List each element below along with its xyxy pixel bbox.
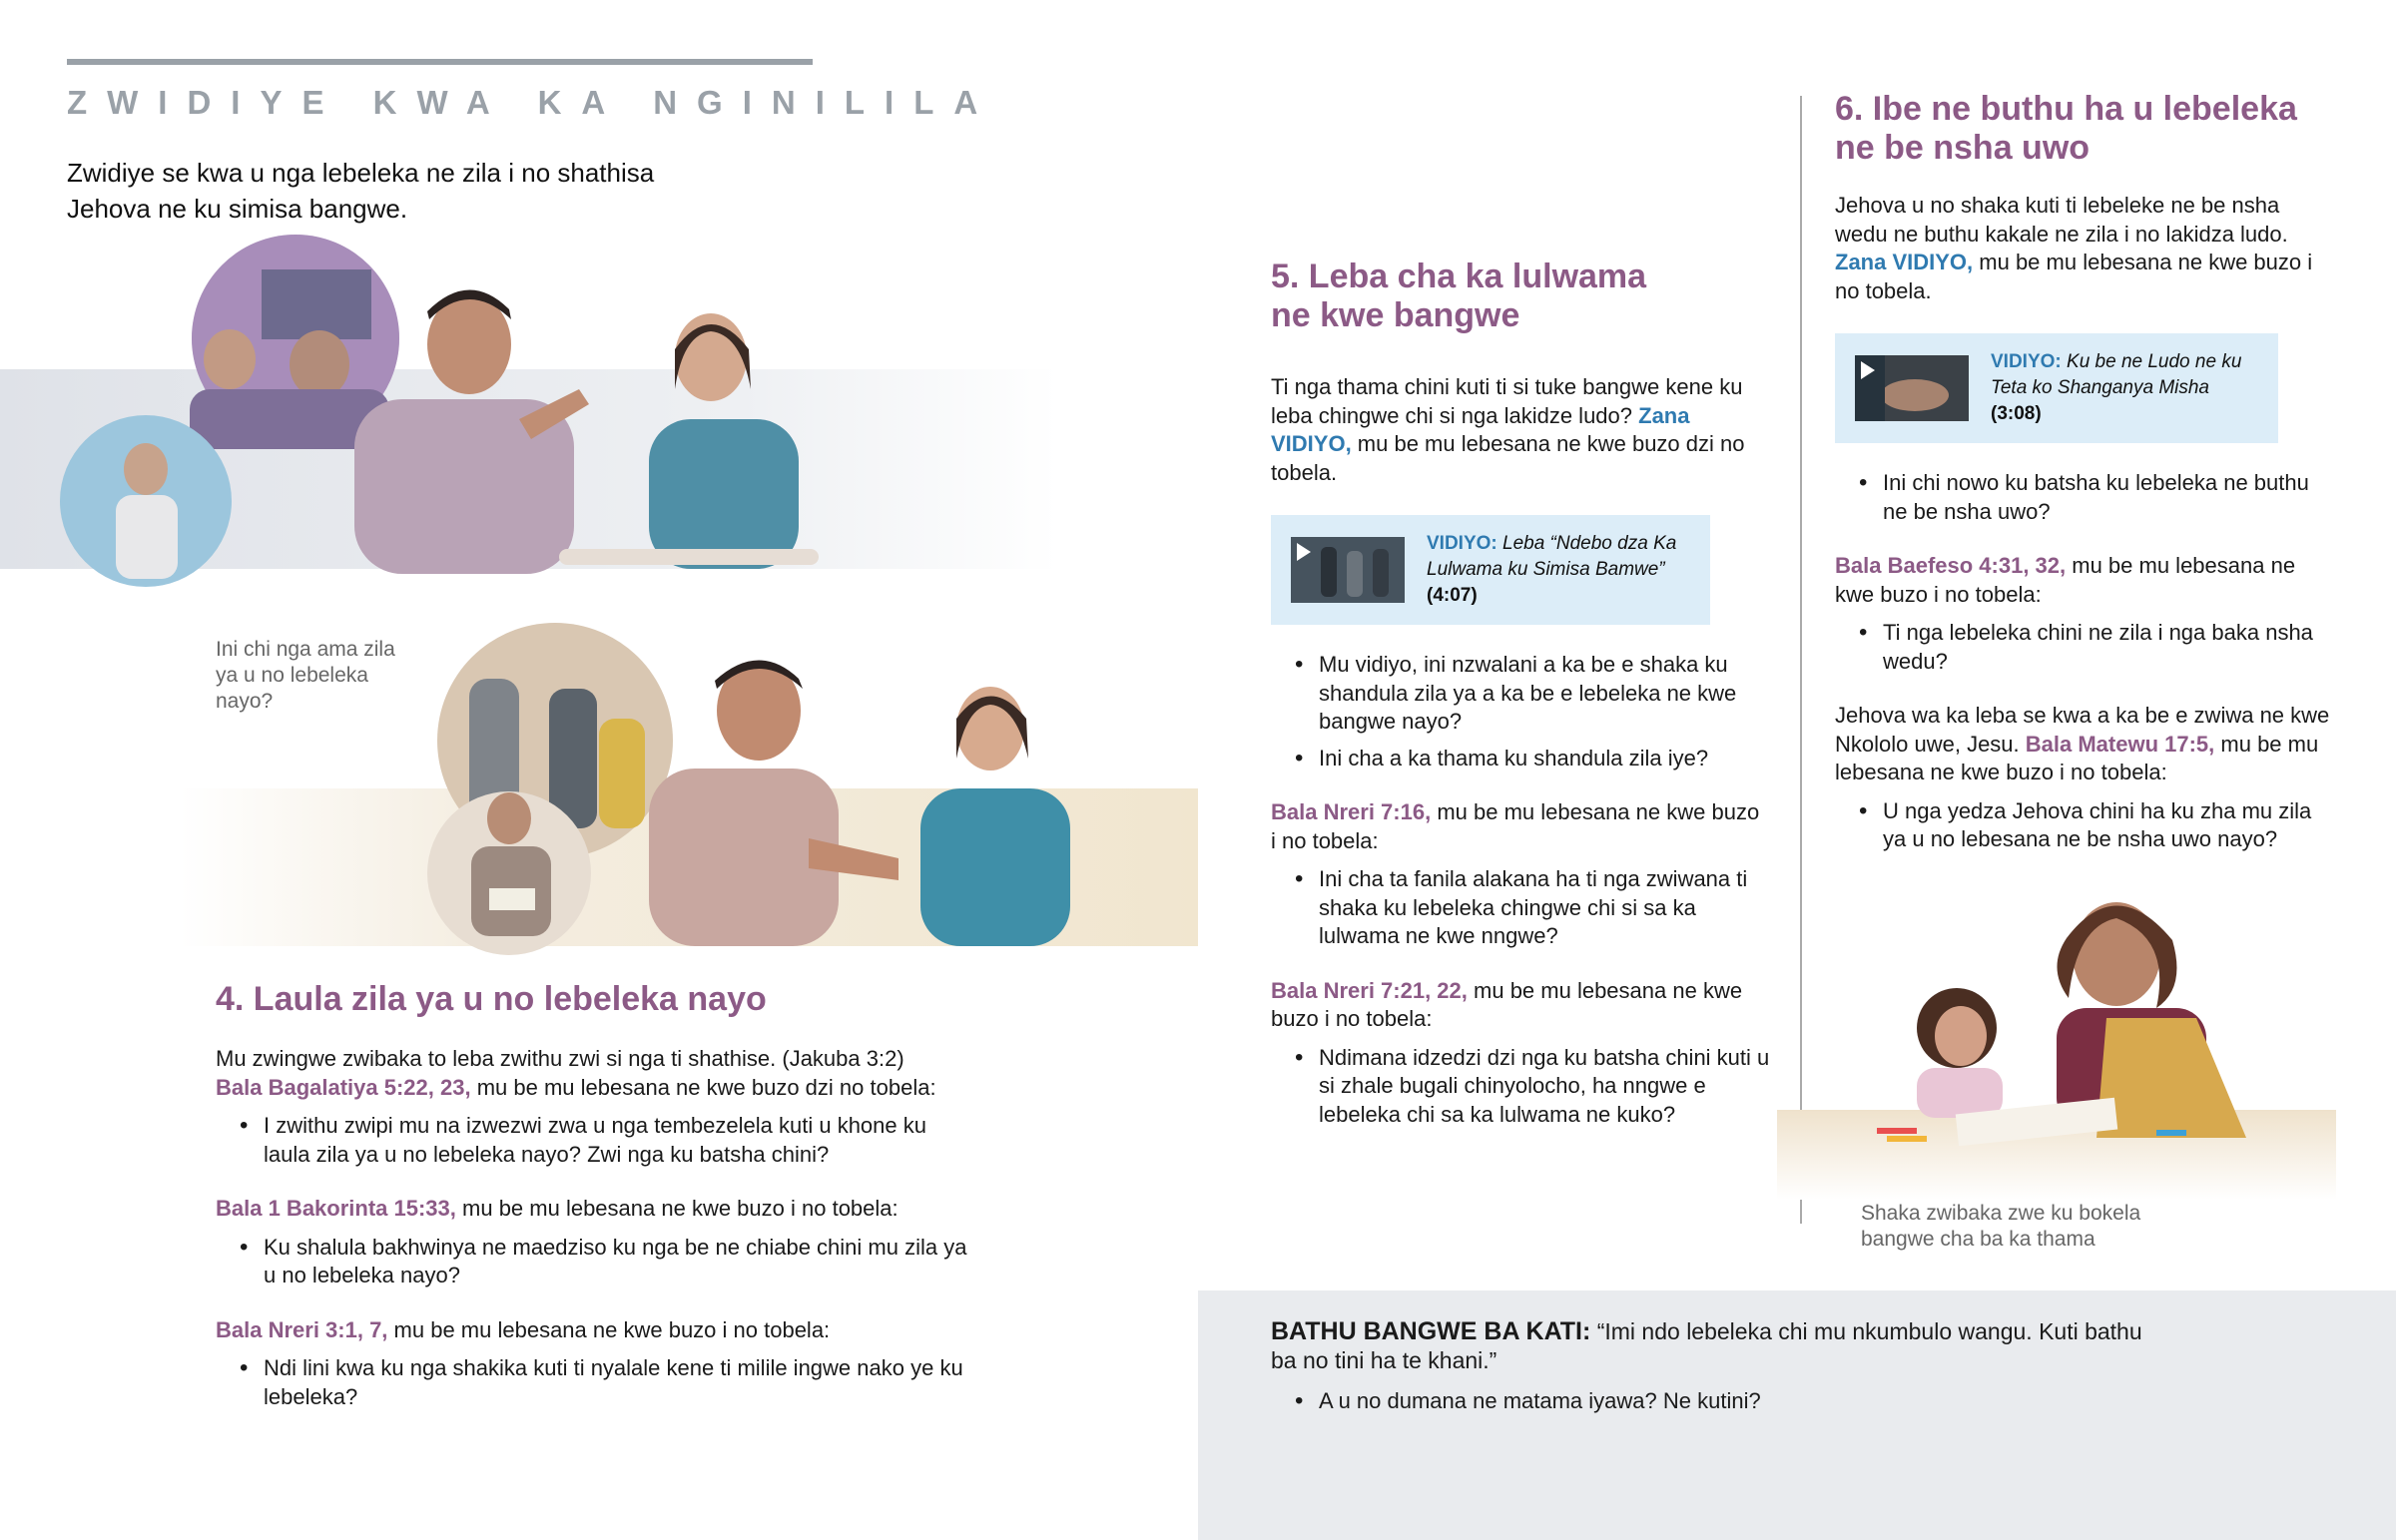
question-list xyxy=(216,1354,974,1411)
video-thumbnail[interactable] xyxy=(1291,537,1405,603)
intro-text: Zwidiye se kwa u nga lebeleka ne zila i no shathisa Jehova ne ku simisa bangwe. xyxy=(67,158,655,224)
section-5 xyxy=(1271,257,1770,1137)
section-4 xyxy=(216,980,974,1419)
question-item: • Ti nga lebeleka chini ne zila i nga baka nsha wedu? xyxy=(1883,619,2334,676)
question-list xyxy=(1835,469,2334,526)
section-5-paragraph-2: Bala Nreri 7:16, mu be mu lebesana ne kwe buzo i no tobela: xyxy=(1271,799,1760,853)
scripture-ref[interactable]: Bala Bagalatiya 5:22, 23, xyxy=(216,1074,471,1100)
question-list xyxy=(216,1234,974,1290)
section-4-paragraph-3: Bala Nreri 3:1, 7, mu be mu lebesana ne kwe buzo i no tobela: xyxy=(216,1316,831,1342)
question-item: • Ini chi nowo ku batsha ku lebeleka ne buthu ne be nsha uwo? xyxy=(1883,469,2334,526)
illustration-caption-2: Shaka zwibaka zwe ku bokela bangwe cha ba ka thama xyxy=(1861,1202,2141,1251)
video-thumbnail[interactable] xyxy=(1855,355,1969,421)
illustration-caption-1: Ini chi nga ama zila ya u no lebeleka nayo? xyxy=(216,638,395,713)
section-5-paragraph-1: Ti nga thama chini kuti ti si tuke bangwe kene ku leba chingwe chi si nga lakidze ludo? Zana VIDIYO, mu be mu lebesana ne kwe buzo dzi no tobela. xyxy=(1271,374,1745,485)
kind-conversation-illustration xyxy=(180,619,1198,948)
question-list xyxy=(1271,1387,2169,1416)
question-list xyxy=(1271,865,1770,951)
video-card[interactable] xyxy=(1271,515,1710,625)
scripture-ref[interactable]: Bala Baefeso 4:31, 32, xyxy=(1835,553,2067,578)
question-item: • A u no dumana ne matama iyawa? Ne kutini? xyxy=(1319,1387,2169,1416)
section-kicker: ZWIDIYE KWA KA NGINILILA xyxy=(67,84,998,121)
video-info: VIDIYO: Ku be ne Ludo ne ku Teta ko Shanganya Misha (3:08) xyxy=(1991,351,2242,424)
video-card[interactable] xyxy=(1835,333,2278,443)
question-item: • I zwithu zwipi mu na izwezwi zwa u nga tembezelela kuti u khone ku laula zila ya u no lebeleka nayo? Zwi nga ku batsha chini? xyxy=(264,1112,974,1169)
video-info: VIDIYO: Leba “Ndebo dza Ka Lulwama ku Simisa Bamwe” (4:07) xyxy=(1427,533,1677,606)
scripture-ref[interactable]: Bala Nreri 3:1, 7, xyxy=(216,1316,388,1342)
video-link[interactable]: Zana VIDIYO, xyxy=(1835,250,1974,274)
arguing-couple-illustration xyxy=(0,240,1058,579)
mother-child-illustration xyxy=(1777,878,2336,1208)
question-item: • Ku shalula bakhwinya ne maedziso ku nga be ne chiabe chini mu zila ya u no lebeleka nayo? xyxy=(264,1234,974,1290)
question-item: • Ndi lini kwa ku nga shakika kuti ti nyalale kene ti milile ingwe nako ye ku lebeleka? xyxy=(264,1354,974,1411)
section-6-paragraph-2: Bala Baefeso 4:31, 32, mu be mu lebesana ne kwe buzo i no tobela: xyxy=(1835,553,2296,607)
section-4-heading: 4. Laula zila ya u no lebeleka nayo xyxy=(216,980,767,1018)
callout-label: BATHU BANGWE BA KATI: xyxy=(1271,1317,1591,1345)
section-4-paragraph-1: Mu zwingwe zwibaka to leba zwithu zwi si nga ti shathise. (Jakuba 3:2) Bala Bagalatiya 5:22, 23, mu be mu lebesana ne kwe buzo dzi no tobela: xyxy=(216,1046,936,1100)
question-item: • U nga yedza Jehova chini ha ku zha mu zila ya u no lebesana ne be nsha uwo nayo? xyxy=(1883,797,2334,854)
section-6-paragraph-3: Jehova wa ka leba se kwa a ka be e zwiwa ne kwe Nkololo uwe, Jesu. Bala Matewu 17:5, mu be mu lebesana ne kwe buzo i no tobela: xyxy=(1835,703,2330,784)
question-list xyxy=(1835,619,2334,676)
header-rule xyxy=(67,59,813,65)
question-item: • Mu vidiyo, ini nzwalani a ka be e shaka ku shandula zila ya a ka be e lebeleka ne kwe bangwe nayo? xyxy=(1319,651,1770,737)
question-list xyxy=(1271,1044,1770,1130)
question-list xyxy=(216,1112,974,1169)
question-item: • Ini cha ta fanila alakana ha ti nga zwiwana ti shaka ku lebeleka chingwe chi si sa ka lulwama ne kwe nngwe? xyxy=(1319,865,1770,951)
section-5-heading: 5. Leba cha ka lulwama ne kwe bangwe xyxy=(1271,257,1647,334)
section-6-paragraph-1: Jehova u no shaka kuti ti lebeleke ne be nsha wedu ne buthu kakale ne zila i no lakidza ludo. Zana VIDIYO, mu be mu lebesana ne kwe buzo i no tobela. xyxy=(1835,193,2313,303)
scripture-ref[interactable]: Bala 1 Bakorinta 15:33, xyxy=(216,1196,456,1221)
question-list xyxy=(1835,797,2334,854)
scripture-ref[interactable]: Bala Nreri 7:16, xyxy=(1271,799,1432,824)
scripture-ref[interactable]: Bala Nreri 7:21, 22, xyxy=(1271,977,1468,1003)
section-6-heading: 6. Ibe ne buthu ha u lebeleka ne be nsha uwo xyxy=(1835,90,2297,167)
video-play-icon xyxy=(1861,361,1875,379)
callout-quote: BATHU BANGWE BA KATI: “Imi ndo lebeleka chi mu nkumbulo wangu. Kuti bathu ba no tini ha te khani.” xyxy=(1271,1317,2142,1373)
scripture-ref[interactable]: Bala Matewu 17:5, xyxy=(2025,731,2215,757)
bottom-callout xyxy=(1271,1317,2169,1424)
question-item: • Ndimana idzedzi dzi nga ku batsha chini kuti u si zhale bugali chinyolocho, ha nngwe e lebeleka chi sa ka lulwama ne kuko? xyxy=(1319,1044,1770,1130)
video-play-icon xyxy=(1297,543,1311,561)
section-4-paragraph-2: Bala 1 Bakorinta 15:33, mu be mu lebesana ne kwe buzo i no tobela: xyxy=(216,1196,898,1221)
video-link[interactable]: Zana VIDIYO, xyxy=(1271,402,1690,456)
question-item: • Ini cha a ka thama ku shandula zila iye? xyxy=(1319,745,1770,773)
question-list xyxy=(1271,651,1770,772)
section-5-paragraph-3: Bala Nreri 7:21, 22, mu be mu lebesana ne kwe buzo i no tobela: xyxy=(1271,977,1743,1031)
section-6 xyxy=(1835,90,2334,862)
